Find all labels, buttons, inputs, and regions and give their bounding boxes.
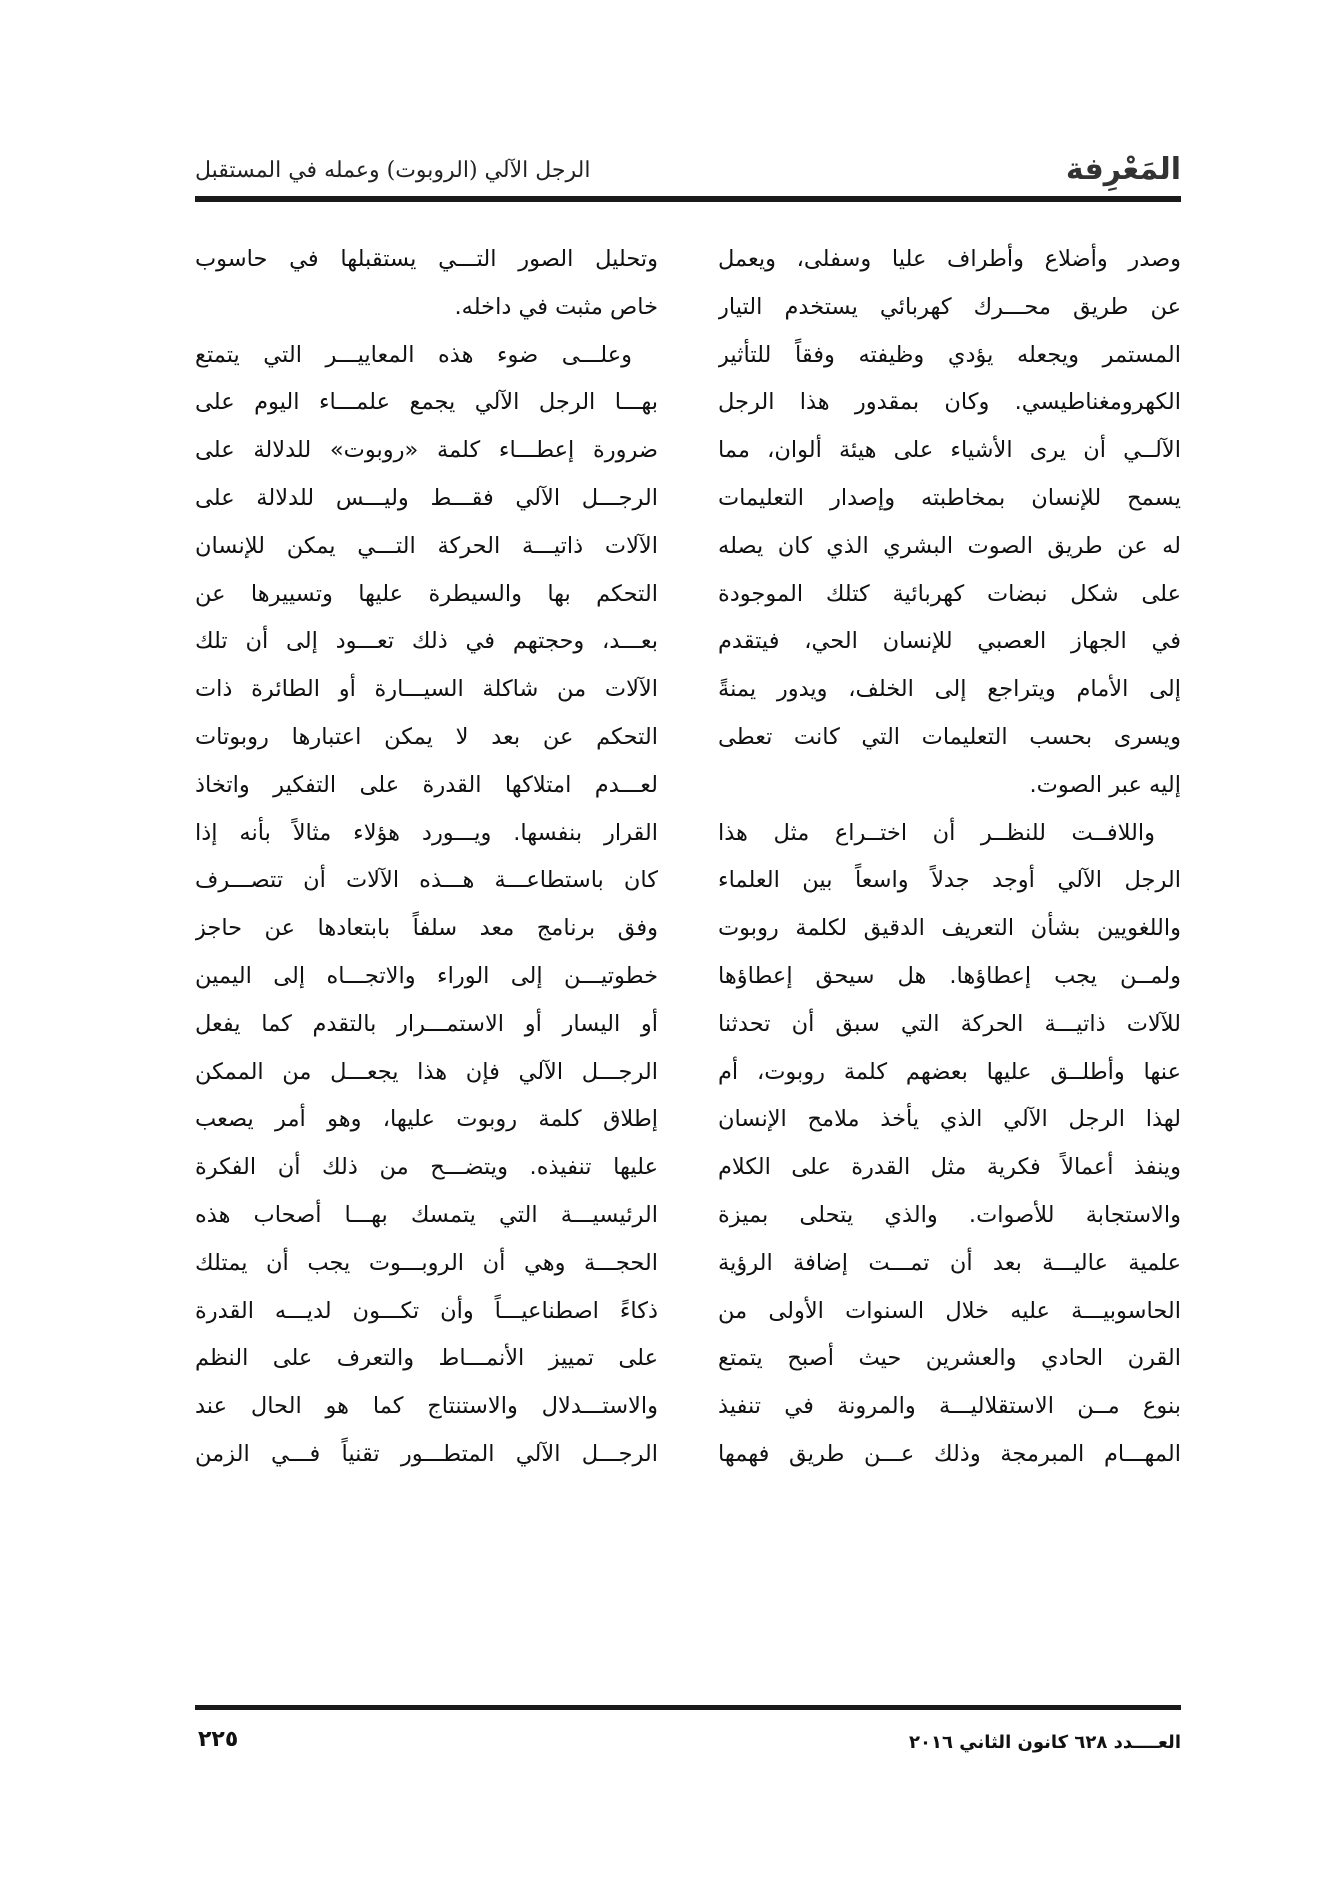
text-line: خاص مثبت في داخله. (454, 293, 658, 320)
text-line: الرجـــل الآلي فإن هذا يجعـــل من الممكن (195, 1058, 658, 1085)
text-line: على شكل نبضات كهربائية كتلك الموجودة (718, 580, 1181, 607)
text-line: عن طريق محـــرك كهربائي يستخدم التيار (718, 293, 1181, 320)
text-line: والاستـــدلال والاستنتاج كما هو الحال عند (195, 1393, 658, 1420)
text-line: الرجل الآلي أوجد جدلاً واسعاً بين العلماء (718, 867, 1181, 894)
footer-rule (195, 1705, 1181, 1710)
text-line: وينفذ أعمالاً فكرية مثل القدرة على الكلام (718, 1154, 1181, 1181)
text-line: الحجـــة وهي أن الروبـــوت يجب أن يمتلك (195, 1249, 658, 1276)
text-line: إطلاق كلمة روبوت عليها، وهو أمر يصعب (195, 1106, 658, 1133)
text-line: التحكم عن بعد لا يمكن اعتبارها روبوتات (195, 723, 658, 750)
text-line: وعلـــى ضوء هذه المعاييـــر التي يتمتع (195, 341, 632, 368)
text-line: كان باستطاعـــة هـــذه الآلات أن تتصـــرف (195, 867, 658, 894)
text-line: بنوع مــن الاستقلاليـــة والمرونة في تنفيذ (718, 1393, 1181, 1420)
text-line: له عن طريق الصوت البشري الذي كان يصله (718, 532, 1181, 559)
text-line: والاستجابة للأصوات. والذي يتحلى بميزة (718, 1201, 1181, 1228)
text-line: المستمر ويجعله يؤدي وظيفته وفقاً للتأثير (718, 341, 1181, 368)
magazine-logo: المَعْرِفة (1065, 152, 1181, 187)
text-line: ذكاءً اصطناعيـــاً وأن تكـــون لديـــه القدرة (195, 1297, 658, 1324)
text-line: بهـــا الرجل الآلي يجمع علمـــاء اليوم على (195, 389, 658, 416)
text-line: خطوتيـــن إلى الوراء والاتجـــاه إلى اليمين (195, 962, 658, 989)
text-line: على تمييز الأنمـــاط والتعرف على النظم (195, 1345, 658, 1372)
text-line: وفق برنامج معد سلفاً بابتعادها عن حاجز (195, 915, 658, 942)
text-column-left (195, 236, 658, 1479)
text-line: في الجهاز العصبي للإنسان الحي، فيتقدم (718, 628, 1181, 655)
page-number: ٢٢٥ (198, 1727, 239, 1752)
text-line: الكهرومغناطيسي. وكان بمقدور هذا الرجل (718, 389, 1181, 416)
text-line: الرئيسيـــة التي يتمسك بهـــا أصحاب هذه (195, 1201, 658, 1228)
text-line: القرن الحادي والعشرين حيث أصبح يتمتع (718, 1345, 1181, 1372)
text-line: واللافــت للنظــر أن اختــراع مثل هذا (718, 819, 1155, 846)
text-line: وصدر وأضلاع وأطراف عليا وسفلى، ويعمل (718, 246, 1181, 272)
text-line: الحاسوبيـــة عليه خلال السنوات الأولى من (718, 1297, 1181, 1324)
text-line: ضرورة إعطـــاء كلمة «روبوت» للدلالة على (195, 437, 658, 464)
text-line: إليه عبر الصوت. (1029, 771, 1181, 798)
text-line: للآلات ذاتيـــة الحركة التي سبق أن تحدثنا (718, 1010, 1181, 1037)
text-line: الآلات ذاتيـــة الحركة التـــي يمكن للإنسان (195, 532, 658, 559)
text-line: يسمح للإنسان بمخاطبته وإصدار التعليمات (718, 484, 1181, 511)
text-line: الآلات من شاكلة السيـــارة أو الطائرة ذات (195, 676, 658, 703)
text-line: القرار بنفسها. ويـــورد هؤلاء مثالاً بأنه إذا (195, 819, 658, 846)
text-line: المهـــام المبرمجة وذلك عـــن طريق فهمها (718, 1440, 1181, 1467)
text-line: الرجـــل الآلي المتطـــور تقنياً فـــي الزمن (195, 1440, 658, 1467)
text-line: الرجـــل الآلي فقـــط وليـــس للدلالة على (195, 484, 658, 511)
text-line: أو اليسار أو الاستمـــرار بالتقدم كما يفعل (195, 1010, 658, 1037)
text-line: الآلــي أن يرى الأشياء على هيئة ألوان، مما (718, 437, 1181, 464)
text-line: عنها وأطلــق عليها بعضهم كلمة روبوت، أم (718, 1058, 1181, 1085)
running-title: الرجل الآلي (الروبوت) وعمله في المستقبل (195, 158, 591, 183)
page-header (195, 150, 1181, 198)
text-line: بعـــد، وحجتهم في ذلك تعـــود إلى أن تلك (195, 628, 658, 655)
issue-info: العــــدد ٦٢٨ كانون الثاني ٢٠١٦ (909, 1732, 1181, 1753)
text-line: لهذا الرجل الآلي الذي يأخذ ملامح الإنسان (718, 1106, 1181, 1133)
text-line: علمية عاليـــة بعد أن تمـــت إضافة الرؤية (718, 1249, 1181, 1276)
text-line: إلى الأمام ويتراجع إلى الخلف، ويدور يمنةً (718, 676, 1181, 703)
text-line: عليها تنفيذه. ويتضـــح من ذلك أن الفكرة (195, 1154, 658, 1181)
text-line: واللغويين بشأن التعريف الدقيق لكلمة روبوت (718, 915, 1181, 942)
header-rule (195, 196, 1181, 202)
text-line: ولمــن يجب إعطاؤها. هل سيحق إعطاؤها (718, 962, 1181, 989)
text-line: التحكم بها والسيطرة عليها وتسييرها عن (195, 580, 658, 607)
text-line: لعـــدم امتلاكها القدرة على التفكير واتخاذ (195, 771, 658, 798)
text-line: ويسرى بحسب التعليمات التي كانت تعطى (718, 723, 1181, 750)
text-line: وتحليل الصور التـــي يستقبلها في حاسوب (195, 246, 658, 272)
text-column-right (718, 236, 1181, 1479)
